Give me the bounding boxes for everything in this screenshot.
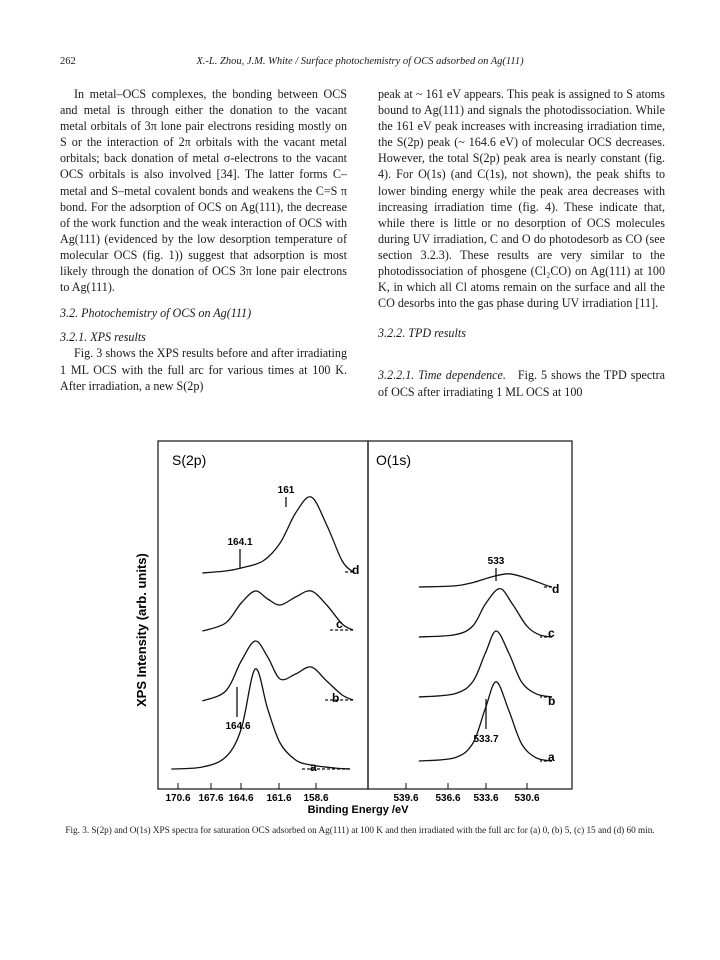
x-axis-label: Binding Energy /eV — [307, 804, 409, 816]
subsection-heading: 3.2.2. TPD results — [378, 326, 466, 341]
section-heading: 3.2. Photochemistry of OCS on Ag(111) — [60, 306, 252, 321]
paragraph — [378, 367, 665, 399]
peak-label-164-6: 164.6 — [225, 721, 251, 732]
right-tick-labels — [393, 793, 539, 804]
running-head: X.-L. Zhou, J.M. White / Surface photochemistry of OCS adsorbed on Ag(111) — [196, 56, 524, 67]
s2p-curve-d — [202, 497, 353, 573]
paragraph: Fig. 3 shows the XPS results before and after irradiating 1 ML OCS with the full arc for various times at 100 K. After irradiation, a new S(2p) — [60, 346, 347, 393]
subsubsection-heading: 3.2.2.1. Time dependence. — [378, 368, 506, 383]
xps-figure — [100, 437, 620, 817]
curve-label-a: a — [548, 750, 555, 764]
left-tick-label: 164.6 — [228, 793, 254, 804]
paragraph: peak at ~ 161 eV appears. This peak is assigned to S atoms bound to Ag(111) and signals the photodissociation. While the 161 eV peak increases with increasing irradiation time, the S(2p) peak (~ 164.6 eV) of molecular OCS decreases. However, the total S(2p) peak area is nearly constant (fig. 4). For O(1s) (and C(1s), not shown), the peak shifts to lower binding energy while the peak area decreases with increasing irradiation time (fig. 4). These indicate that, while there is little or no desorption of OCS molecules during UV irradiation, C and O do photodesorb as CO (see section 3.2.3). These results are very similar to the photodissociation of phosgene (Cl₂CO) on Ag(111) at 100 K, in which all Cl atoms remain on the surface and all the CO desorbs into the gas phase during UV irradiation [11]. — [378, 87, 665, 311]
curve-label-b: b — [548, 694, 556, 708]
curve-label-c: c — [336, 617, 343, 631]
s2p-curve-c — [202, 591, 353, 631]
o1s-curve-d — [419, 574, 552, 587]
right-tick-label: 539.6 — [393, 793, 419, 804]
curve-label-b: b — [332, 691, 340, 705]
s2p-curve-a — [171, 669, 350, 769]
left-column — [60, 86, 347, 394]
left-tick-labels — [165, 793, 328, 804]
left-tick-label: 158.6 — [303, 793, 329, 804]
curve-label-d: d — [352, 563, 360, 577]
y-axis-label: XPS Intensity (arb. units) — [134, 553, 149, 707]
o1s-curve-c — [419, 589, 552, 637]
s2p-curve-b — [202, 641, 353, 701]
paragraph: In metal–OCS complexes, the bonding between OCS and metal is through either the donation to the vacant metal orbitals of 3π lone pair electrons residing mostly on S or the interaction of 2π orbitals with the vacant metal orbitals; back donation of metal σ-electrons to the vacant OCS orbitals is also involved [34]. The latter forms C–metal and S–metal covalent bonds and weakens the C=S π bond. For the adsorption of OCS on Ag(111), the decrease of the work function and the weak interaction of OCS with Ag(111) (evidenced by the low desorption temperature of molecular OCS (fig. 1)) suggest that adsorption is most likely through the donation of OCS 3π lone pair electrons to Ag(111). — [60, 87, 347, 295]
panel-title-s2p: S(2p) — [172, 452, 207, 468]
subsection-heading: 3.2.1. XPS results — [60, 330, 146, 345]
peak-label-161: 161 — [277, 485, 295, 496]
curve-label-a: a — [310, 760, 317, 774]
left-tick-label: 161.6 — [266, 793, 292, 804]
right-tick-label: 530.6 — [514, 793, 540, 804]
left-tick-label: 167.6 — [198, 793, 224, 804]
curve-label-c: c — [548, 626, 555, 640]
page-header — [60, 56, 660, 72]
right-column — [378, 86, 665, 400]
peak-label-533-7: 533.7 — [473, 734, 499, 745]
left-panel-frame — [158, 441, 368, 789]
right-panel-frame — [368, 441, 572, 789]
peak-label-533: 533 — [487, 556, 505, 567]
paragraph-text: Fig. 5 shows the TPD spectra of OCS after irradiating 1 ML OCS at 100 — [378, 368, 665, 399]
figure-3 — [100, 437, 620, 817]
o1s-curve-b — [419, 631, 552, 697]
figure-caption: Fig. 3. S(2p) and O(1s) XPS spectra for saturation OCS adsorbed on Ag(111) at 100 K and then irradiated with the full arc for (a) 0, (b) 5, (c) 15 and (d) 60 min. — [65, 825, 655, 835]
curve-label-d: d — [552, 582, 560, 596]
right-tick-label: 536.6 — [435, 793, 461, 804]
page-number: 262 — [60, 56, 76, 67]
tick-marks — [178, 783, 527, 789]
right-tick-label: 533.6 — [473, 793, 499, 804]
panel-title-o1s: O(1s) — [376, 452, 411, 468]
left-tick-label: 170.6 — [165, 793, 191, 804]
peak-label-164-1: 164.1 — [227, 537, 253, 548]
